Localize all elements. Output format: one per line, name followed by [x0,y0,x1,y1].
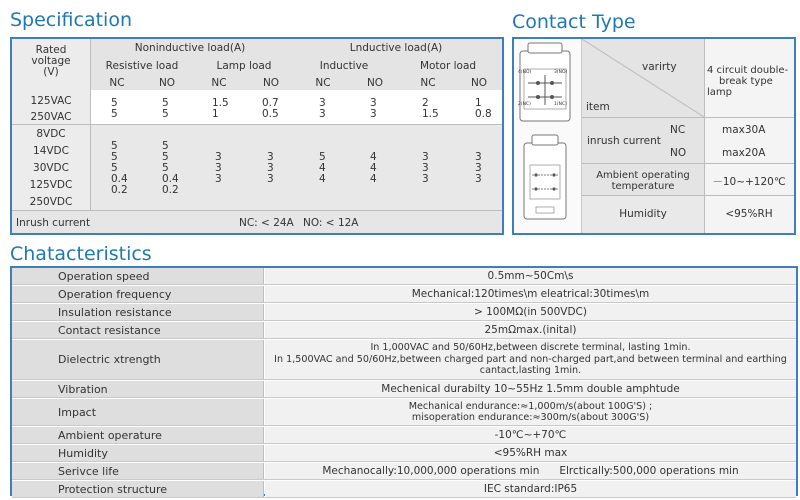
ac-lamp-no: 0.7 0.5 [262,97,279,120]
dc-ind-no: 4 4 4 [370,151,377,185]
inrush-no-value: NO: < 12A [303,217,359,229]
mot-no-header: NO [470,77,488,89]
characteristic-row [12,268,796,285]
ac-ind-nc: 3 3 [319,97,326,120]
inrush-nc-value: NC: < 24A [239,217,294,229]
mot-nc-header: NC [420,77,436,89]
dc-res-no: 5 5 5 0.4 0.2 [162,140,179,196]
characteristic-label: Serivce life [12,463,264,479]
contact-humidity-value: <95%RH [725,208,773,220]
characteristic-value-line: Mechanocally:10,000,000 operations min Elrctically:500,000 operations min [322,465,739,477]
voltage-125vac: 125VAC [30,95,72,107]
characteristic-value [265,399,796,425]
noninductive-header: Noninductive load(A) [134,42,246,54]
characteristic-value-line: misoperation endurance:≈300m/s(about 300G'S) [411,412,650,423]
characteristic-label: Insulation resistance [12,304,264,320]
characteristic-label: Operation speed [12,268,264,284]
inrush-current-label: Inrush current [16,217,91,229]
characteristic-row [12,399,796,426]
contact-type-table [512,37,796,235]
characteristic-value [265,304,796,320]
characteristics-table [10,266,798,496]
lamp-header: Lamp load [216,60,272,72]
characteristic-value-line: Mechanical endurance:≈1,000m/s(about 100G'S) ; [408,400,653,412]
ac-res-no: 5 5 [162,97,169,120]
characteristic-label: Operation frequency [12,286,264,302]
varirty-label: varirty [642,61,677,73]
item-label: item [586,101,610,113]
specification-heading: Specification [10,9,132,31]
voltage-8vdc: 8VDC [36,128,66,140]
characteristic-value-line: Mechanical:120times\m eleatrical:30times\m [411,288,650,300]
ac-ind-no: 3 3 [370,97,377,120]
characteristic-value [265,268,796,284]
characteristic-value [265,463,796,479]
characteristic-value-line: In 1,000VAC and 50/60Hz,between discrete terminal, lasting 1min. [370,342,691,354]
characteristic-value [265,381,796,397]
ambient-temp-value: －10~+120℃ [712,176,786,188]
voltage-14vdc: 14VDC [33,145,69,157]
characteristic-value-line: cantact,lasting 1min. [479,365,582,377]
dc-lamp-nc: 3 3 3 [215,151,222,185]
res-no-header: NO [158,77,176,89]
characteristic-row [12,481,796,498]
ind-nc-header: NC [315,77,331,89]
characteristic-value [265,286,796,302]
characteristic-row [12,381,796,398]
characteristic-row [12,340,796,380]
svg-text:3(NO): 3(NO) [554,70,568,75]
contact-humidity-label: Humidity [619,208,667,220]
dc-ind-nc: 5 4 4 [319,151,326,185]
characteristic-row [12,322,796,339]
ind-no-header: NO [366,77,384,89]
characteristic-label: Dielectric xtrength [12,340,264,379]
characteristic-value [265,427,796,443]
characteristic-label: Protection structure [12,481,264,497]
contact-type-value: 4 circuit double- break type lamp [707,65,789,98]
dc-mot-nc: 3 3 3 [422,151,429,185]
contact-no-label: NO [670,147,687,159]
dc-lamp-no: 3 3 3 [267,151,274,185]
characteristic-row [12,304,796,321]
characteristic-value-line: 0.5mm~50Cm\s [487,270,574,282]
characteristic-label: Impact [12,399,264,425]
characteristic-value [265,340,796,379]
characteristic-label: Ambient operature [12,427,264,443]
svg-text:1(NC): 1(NC) [554,102,567,107]
specification-table [10,37,504,235]
voltage-250vac: 250VAC [30,111,72,123]
characteristic-label: Contact resistance [12,322,264,338]
characteristic-label: Humidity [12,445,264,461]
characteristic-value-line: IEC standard:IP65 [483,483,578,495]
characteristic-row [12,427,796,444]
characteristic-value [265,322,796,338]
lamp-no-header: NO [262,77,280,89]
ac-mot-nc: 2 1.5 [422,97,439,120]
characteristic-value-line: In 1,500VAC and 50/60Hz,between charged part and non-charged part,and between terminal and earthing [274,353,787,365]
rated-voltage-header: Rated voltage (V) [31,44,71,78]
inductive-header: Inductive [319,60,369,72]
characteristics-heading: Chatacteristics [10,243,152,265]
contact-type-heading: Contact Type [512,11,636,33]
res-nc-header: NC [109,77,125,89]
voltage-30vdc: 30VDC [33,162,69,174]
characteristic-row [12,463,796,480]
contact-circuit-diagram [514,39,582,233]
voltage-125vdc: 125VDC [29,179,73,191]
characteristic-value-line: <95%RH max [493,447,568,459]
lamp-nc-header: NC [211,77,227,89]
resistive-header: Resistive load [105,60,179,72]
contact-inrush-label: inrush current [587,135,661,147]
voltage-250vdc: 250VDC [29,196,73,208]
svg-text:2(NC): 2(NC) [518,102,531,107]
contact-diagram-area [514,39,582,233]
svg-text:4(NO): 4(NO) [518,70,532,75]
characteristic-value-line: Mechenical durabilty 10~55Hz 1.5mm double amphtude [381,383,680,395]
contact-nc-label: NC [670,124,686,136]
contact-no-value: max20A [722,147,766,159]
ambient-temp-label: Ambient operating temperature [596,170,690,192]
ac-res-nc: 5 5 [111,97,118,120]
characteristic-value [265,481,796,497]
characteristic-label: Vibration [12,381,264,397]
dc-mot-no: 3 3 3 [475,151,482,185]
characteristic-value-line: > 100MΩ(in 500VDC) [473,306,587,318]
ac-lamp-nc: 1.5 1 [212,97,229,120]
inductive-group-header: Lnductive load(A) [349,42,443,54]
characteristic-value-line: -10℃~+70℃ [494,429,567,441]
characteristic-row [12,286,796,303]
characteristic-row [12,445,796,462]
characteristic-value-line: 25mΩmax.(inital) [484,324,577,336]
dc-res-nc: 5 5 5 0.4 0.2 [111,140,128,196]
ac-mot-no: 1 0.8 [475,97,492,120]
characteristic-value [265,445,796,461]
contact-nc-value: max30A [722,124,766,136]
motor-header: Motor load [419,60,477,72]
